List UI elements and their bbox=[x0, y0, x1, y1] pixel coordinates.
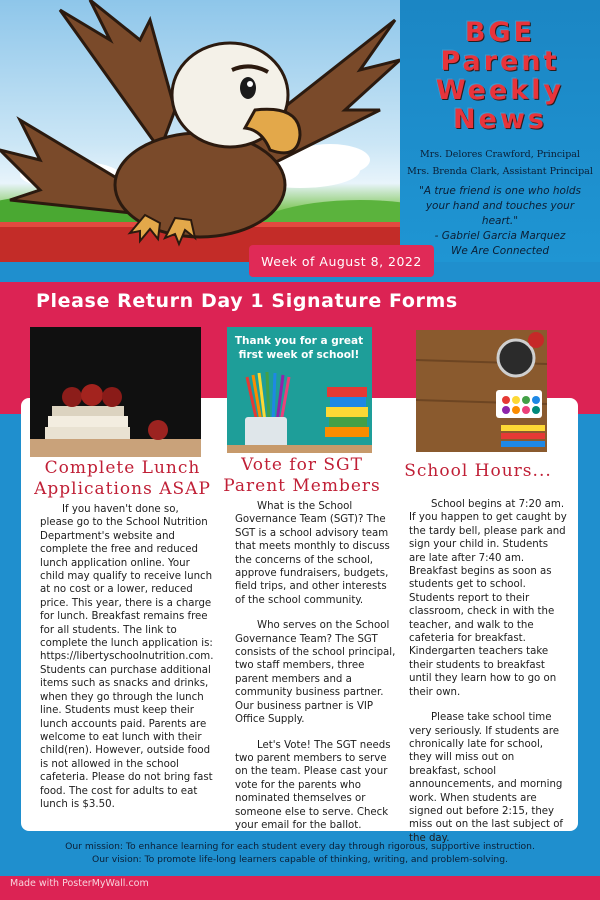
vision-statement: Our vision: To promote life-long learners capable of thinking, writing, and problem-solving. bbox=[92, 854, 508, 865]
lunch-heading bbox=[30, 458, 215, 500]
eagle-illustration bbox=[0, 0, 400, 262]
heading-line: Parent Members bbox=[223, 476, 381, 496]
quote-line: "A true friend is one who holds bbox=[418, 185, 582, 197]
quote-line: heart." bbox=[481, 215, 519, 227]
made-with-credit: Made with PosterMyWall.com bbox=[10, 878, 149, 889]
title-line: Weekly bbox=[435, 75, 565, 106]
paragraph: Please take school time very seriously. If students are chronically late for school, they will miss out on breakfast, school announcements, and morning work. When students are signed out before 2:15, they miss out on the last subject of the day. bbox=[409, 712, 564, 844]
assistant-principal-name: Mrs. Brenda Clark, Assistant Principal bbox=[407, 166, 593, 177]
title-line: BGE bbox=[464, 17, 536, 48]
week-badge: Week of August 8, 2022 bbox=[249, 245, 434, 277]
sgt-heading bbox=[222, 455, 382, 497]
thank-you-line-1: Thank you for a great bbox=[234, 335, 364, 347]
paragraph: School begins at 7:20 am. If you happen to get caught by the tardy bell, please park and sign your child in. Students are late after 7:40 am. Breakfast begins as soon as students get to school. Students report to their classroom, check in with the teacher, and walk to the cafeteria for breakfast. Kindergarten teachers take their students to breakfast until they learn how to go on their own. bbox=[409, 499, 567, 698]
sgt-body bbox=[235, 500, 398, 832]
quote-line: your hand and touches your bbox=[425, 200, 575, 212]
thank-you-line-2: first week of school! bbox=[238, 349, 360, 361]
heading-line: Complete Lunch bbox=[44, 458, 201, 478]
paragraph: If you haven't done so, please go to the School Nutrition Department's website and complete the free and reduced lunch application online. Your child may qualify to receive lunch at no cost or a lower, reduced price. This year, there is a charge for lunch. Breakfast remains free for all students. The link to complete the lunch application is: https://libertyschoolnutrition.com. Students can purchase additional items such as snacks and drinks, when they go through the lunch line. Students must keep their lunch accounts paid. Parents are welcome to eat lunch with their child(ren). However, outside food is not allowed in the school cafeteria. Please do not bring fast food. The cost for adults to eat lunch is $3.50. bbox=[40, 504, 214, 810]
mission-vision-footer bbox=[0, 840, 600, 866]
title-line: News bbox=[453, 104, 547, 135]
paragraph: Who serves on the School Governance Team? The SGT consists of the school principal, two staff members, three parent members and a community business partner. Our business partner is VIP Office Supply. bbox=[235, 620, 396, 726]
banner-title: Please Return Day 1 Signature Forms bbox=[36, 290, 458, 312]
heading-line: Applications ASAP bbox=[34, 479, 211, 499]
principal-name: Mrs. Delores Crawford, Principal bbox=[420, 149, 580, 160]
pencils-photo bbox=[227, 327, 372, 453]
paragraph: What is the School Governance Team (SGT)? The SGT is a school advisory team that meets monthly to discuss the concerns of the school, approve fundraisers, budgets, field trips, and other interests of the school community. bbox=[235, 501, 390, 606]
quote-author: - Gabriel Garcia Marquez bbox=[434, 230, 566, 242]
school-hours-body bbox=[409, 498, 567, 845]
motto: We Are Connected bbox=[450, 245, 550, 257]
staff-list bbox=[400, 146, 600, 180]
school-hours-heading bbox=[398, 461, 558, 482]
paragraph: Let's Vote! The SGT needs two parent members to serve on the team. Please cast your vote for the parents who nominated themselves or someone else to serve. Check your email for the ballot. bbox=[235, 739, 391, 831]
apples-books-photo bbox=[30, 327, 201, 457]
school-supplies-photo bbox=[416, 330, 547, 452]
mission-statement: Our mission: To enhance learning for each student every day through rigorous, supportive instruction. bbox=[65, 841, 535, 852]
masthead bbox=[400, 0, 600, 262]
title-line: Parent bbox=[440, 46, 560, 77]
lunch-body bbox=[40, 503, 215, 811]
heading-line: Vote for SGT bbox=[241, 455, 363, 475]
newsletter-title bbox=[400, 18, 600, 134]
eagle-hero-image bbox=[0, 0, 400, 262]
heading-line: School Hours... bbox=[404, 461, 552, 481]
